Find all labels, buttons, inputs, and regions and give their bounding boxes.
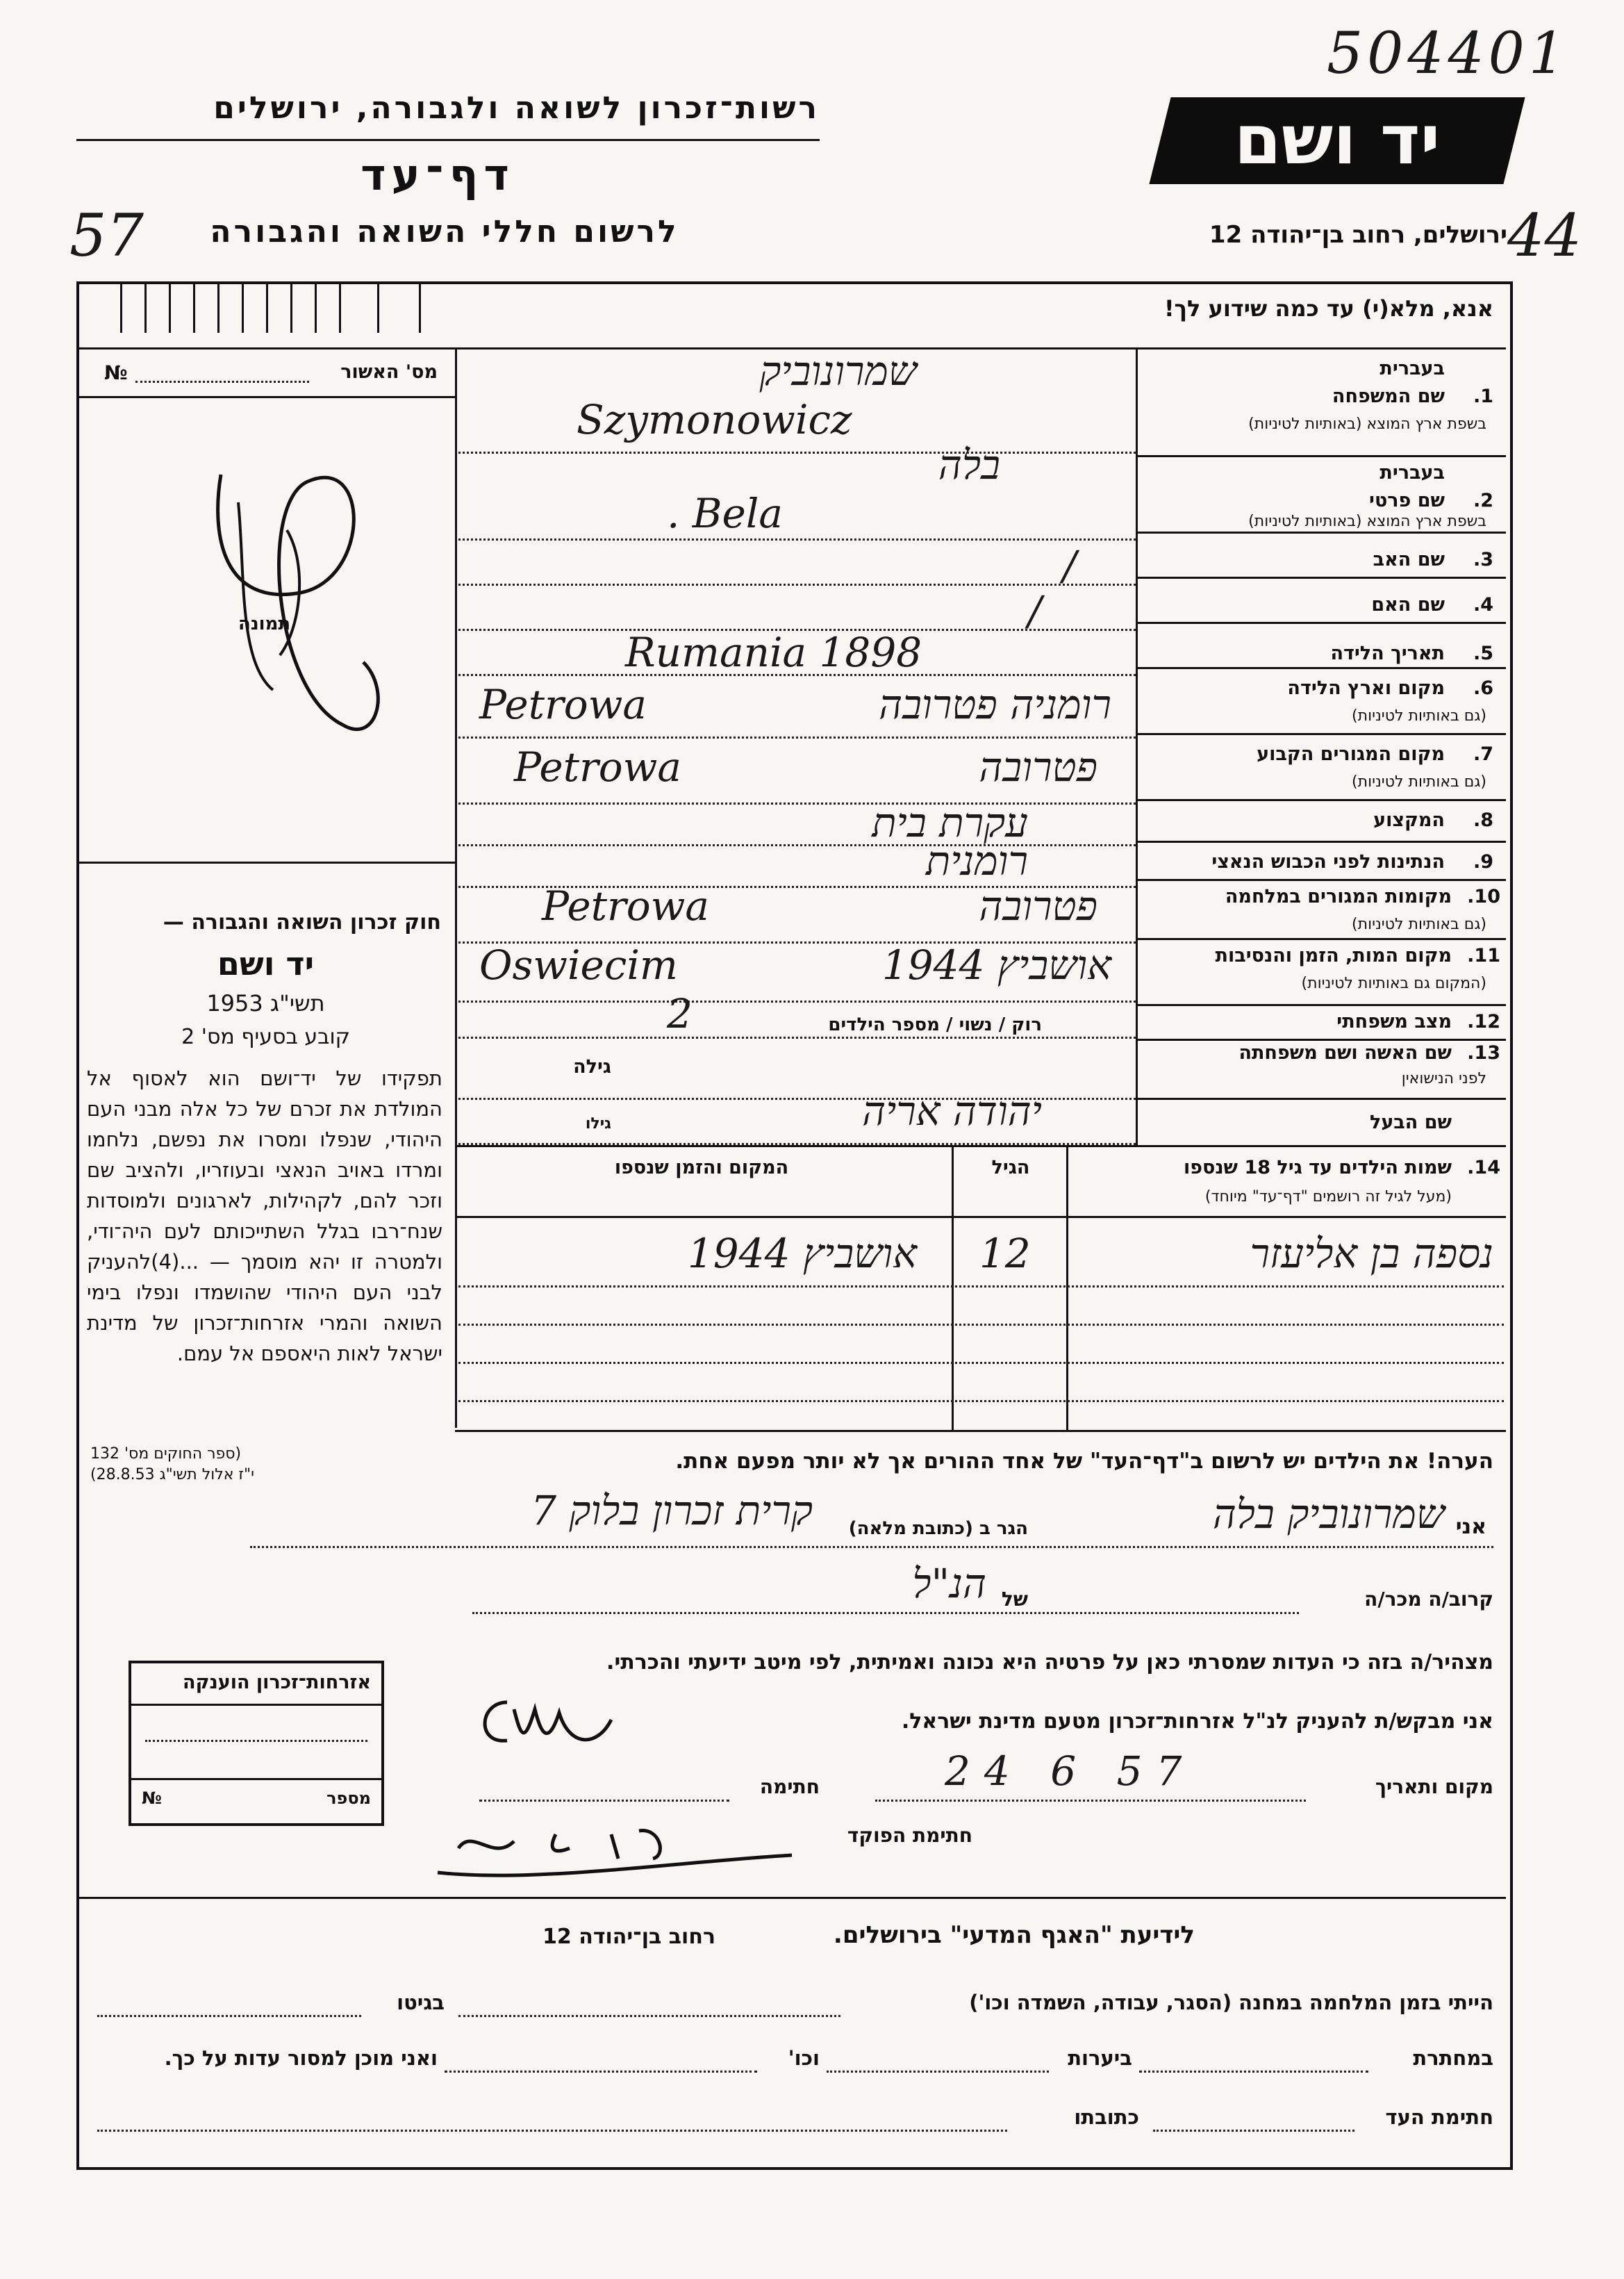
law-year: תשי"ג 1953 [206,990,325,1017]
decl-signature-label: חתימה [759,1775,820,1798]
children-count-value: 2 [667,990,693,1037]
corner-number: 44 [1507,201,1582,270]
citizenship-number-label: מספר [326,1788,371,1808]
bottom-heading-address: רחוב בן־יהודה 12 [542,1925,715,1949]
surname-hebrew-value: שמרונוביק [759,347,917,395]
bottom-line2-d: ואני מוכן למסור עדות על כך. [164,2046,438,2070]
year-mark: 57 [69,201,144,270]
field-13-number: 13. [1467,1042,1500,1064]
children-col-place: המקום והזמן שנספו [614,1157,789,1178]
field-8-label: המקצוע [1373,809,1445,831]
children-heading-sub: (מעל לגיל זה רושמים "דף־עד" מיוחד) [1204,1188,1452,1206]
field-6-label: מקום וארץ הלידה [1287,677,1445,699]
law-name: יד ושם [217,945,315,982]
field-1-sub: בשפת ארץ המוצא (באותיות לטיניות) [1248,416,1486,433]
field-13-sub: לפני הנישואין [1401,1070,1486,1087]
bottom-line2-c: וכו' [788,2046,820,2070]
child-age-value: 12 [979,1230,1031,1277]
form-title: דף־עד [361,149,515,200]
code-ticks [78,284,454,340]
field-4-label: שם האם [1371,594,1445,616]
law-text: תפקידו של יד־ושם הוא לאסוף אל המולדת את זכרם של כל אלה מבני העם היהודי, שנפלו ומסרו את נפשם, נלחמו ומרדו באויב הנאצי ובעוזריו, ולהציב שם וזכר להם, לקהילות, לארגונים ולמוסדות שנח־רבו בגלל השתייכותם לעם היה־ודי, ולמטרה זו יהא מוסמך — ...(4)להעניק לבני העם היהודי שהושמדו ונפלו בימי השואה והמרי אזרחות־זכרון של מדינת ישראל לאות היאספם אל עמם. [87,1067,442,1365]
field-4-number: 4. [1473,594,1493,616]
officer-signature-label: חתימת הפוקד [847,1824,972,1847]
decl-date-value: 24 6 57 [945,1747,1196,1795]
firstname-latin-value: . Bela [667,490,783,537]
mother-name-value: / [1028,587,1042,634]
surname-latin-value: Szymonowicz [577,396,852,443]
husband-label: שם הבעל [1369,1112,1452,1133]
bottom-line3-a: חתימת העד [1385,2105,1493,2129]
field-11-number: 11. [1467,945,1500,966]
field-5-number: 5. [1473,643,1493,664]
field-7-sub: (גם באותיות לטיניות) [1352,773,1486,791]
field-6-sub: (גם באותיות לטיניות) [1352,707,1486,725]
approval-no-mark: № [104,361,128,384]
birthplace-hebrew-value: רומניה פטרובה [879,681,1111,728]
field-9-label: הנתינות לפני הכבוש הנאצי [1211,851,1445,873]
bottom-heading: לידיעת "האגף המדעי" בירושלים. [833,1921,1195,1949]
field-2-sub: בשפת ארץ המוצא (באותיות לטיניות) [1248,513,1486,530]
photo-area [78,398,455,857]
decl-request: אני מבקש/ת להעניק לנ"ל אזרחות־זכרון מטעם מדינת ישראל. [901,1709,1493,1734]
field-12-number: 12. [1467,1011,1500,1032]
field-8-number: 8. [1473,809,1493,831]
field-2-label: שם פרטי [1369,490,1445,511]
approval-label: מס' האשור [340,361,438,383]
husband-age-label: גילו [585,1115,611,1133]
decl-relation-value: הנ"ל [912,1560,986,1607]
birthplace-latin-value: Petrowa [479,681,647,728]
decl-address-value: קרית זכרון בלוק 7 [531,1487,813,1534]
child-name-value: נספה בן אליעזר [1250,1230,1493,1277]
bottom-line3-b: כתובתו [1074,2105,1139,2129]
citizenship-box [129,1661,384,1826]
note-text: הערה! את הילדים יש לרשום ב"דף־העד" של אחד ההורים אך לא יותר מפעם אחת. [675,1449,1493,1474]
wife-age-label: גילה [573,1056,611,1078]
children-heading: שמות הילדים עד גיל 18 שנספו [1183,1157,1452,1178]
photo-label: תמונה [238,614,291,634]
death-place-latin-value: Oswiecim [479,941,678,989]
nationality-value: רומנית [925,837,1028,885]
bottom-line1-b: בגיטו [397,1991,445,2014]
wartime-residence-latin-value: Petrowa [542,882,709,930]
father-name-value: / [1063,542,1077,589]
field-3-label: שם האב [1373,549,1445,570]
field-7-label: מקום המגורים הקבוע [1257,743,1445,765]
field-5-label: תאריך הלידה [1330,643,1445,664]
org-line: רשות־זכרון לשואה ולגבורה, ירושלים [213,90,820,126]
death-place-hebrew-value: אושביץ 1944 [881,941,1111,989]
bottom-line1-a: הייתי בזמן המלחמה במחנה (הסגר, עבודה, השמדה וכו') [969,1991,1493,2014]
wartime-residence-hebrew-value: פטרובה [979,882,1097,930]
field-12-label: מצב משפחתי [1336,1011,1452,1032]
citizenship-no-mark: № [142,1788,162,1808]
children-num: 14. [1467,1157,1500,1178]
field-6-number: 6. [1473,677,1493,699]
yad-vashem-logo [1149,97,1525,184]
field-10-number: 10. [1467,886,1500,907]
logo-text: יד ושם [1234,101,1441,180]
field-2-hebrew-tag: בעברית [1379,462,1445,484]
law-clause: קובע בסעיף מס' 2 [181,1025,350,1049]
bottom-line2-b: ביערות [1068,2046,1132,2070]
marital-status-options: רוק / נשוי / מספר הילדים [828,1014,1042,1035]
birth-date-value: Rumania 1898 [625,629,922,676]
field-10-label: מקומות המגורים במלחמה [1225,886,1452,907]
form-subtitle: לרשום חללי השואה והגבורה [210,214,679,249]
field-1-number: 1. [1473,386,1493,407]
law-ref-1: (ספר החוקים מס' 132 [90,1445,242,1463]
bottom-line2-a: במחתרת [1413,2046,1493,2070]
field-11-label: מקום המות, הזמן והנסיבות [1215,945,1452,966]
intro-text: אנא, מלא(י) עד כמה שידוע לך! [1163,295,1493,322]
decl-ani: אני [1455,1515,1486,1539]
children-col-age: הגיל [991,1157,1030,1178]
husband-name-value: יהודה אריה [862,1087,1042,1135]
decl-relative-label: קרוב/ה מכר/ה [1364,1588,1493,1611]
field-7-number: 7. [1473,743,1493,765]
law-ref-2: י"ז אלול תשי"ג 28.8.53) [90,1466,255,1483]
field-3-number: 3. [1473,549,1493,570]
law-title: חוק זכרון השואה והגבורה — [163,910,441,935]
witness-signature [465,1681,646,1758]
firstname-hebrew-value: בלה [938,441,1000,488]
decl-shel: של [1001,1588,1028,1611]
citizenship-box-title: אזרחות־זכרון הוענקה [183,1672,371,1693]
field-13-label: שם האשה ושם משפחתה [1238,1042,1452,1064]
field-9-number: 9. [1473,851,1493,873]
field-1-label: שם המשפחה [1332,386,1445,407]
profession-value: עקרת בית [872,799,1028,846]
residence-latin-value: Petrowa [514,743,681,791]
decl-name-value: שמרונוביק בלה [1212,1490,1445,1538]
decl-statement: מצהיר/ה בזה כי העדות שמסרתי כאן על פרטיה היא נכונה ואמיתית, לפי מיטב ידיעתי והכרתי. [606,1650,1493,1675]
field-2-number: 2. [1473,490,1493,511]
header-address: ירושלים, רחוב בן־יהודה 12 [1209,221,1507,249]
archive-number: 504401 [1327,21,1570,87]
officer-signature [431,1807,806,1883]
decl-place-date-label: מקום ותאריך [1375,1775,1493,1798]
residence-hebrew-value: פטרובה [979,743,1097,791]
field-11-sub: (המקום גם באותיות לטיניות) [1301,975,1486,992]
field-1-hebrew-tag: בעברית [1379,358,1445,379]
field-10-sub: (גם באותיות לטיניות) [1352,916,1486,933]
child-place-value: אושביץ 1944 [687,1230,917,1277]
decl-resides-label: הגר ב (כתובת מלאה) [848,1518,1028,1539]
